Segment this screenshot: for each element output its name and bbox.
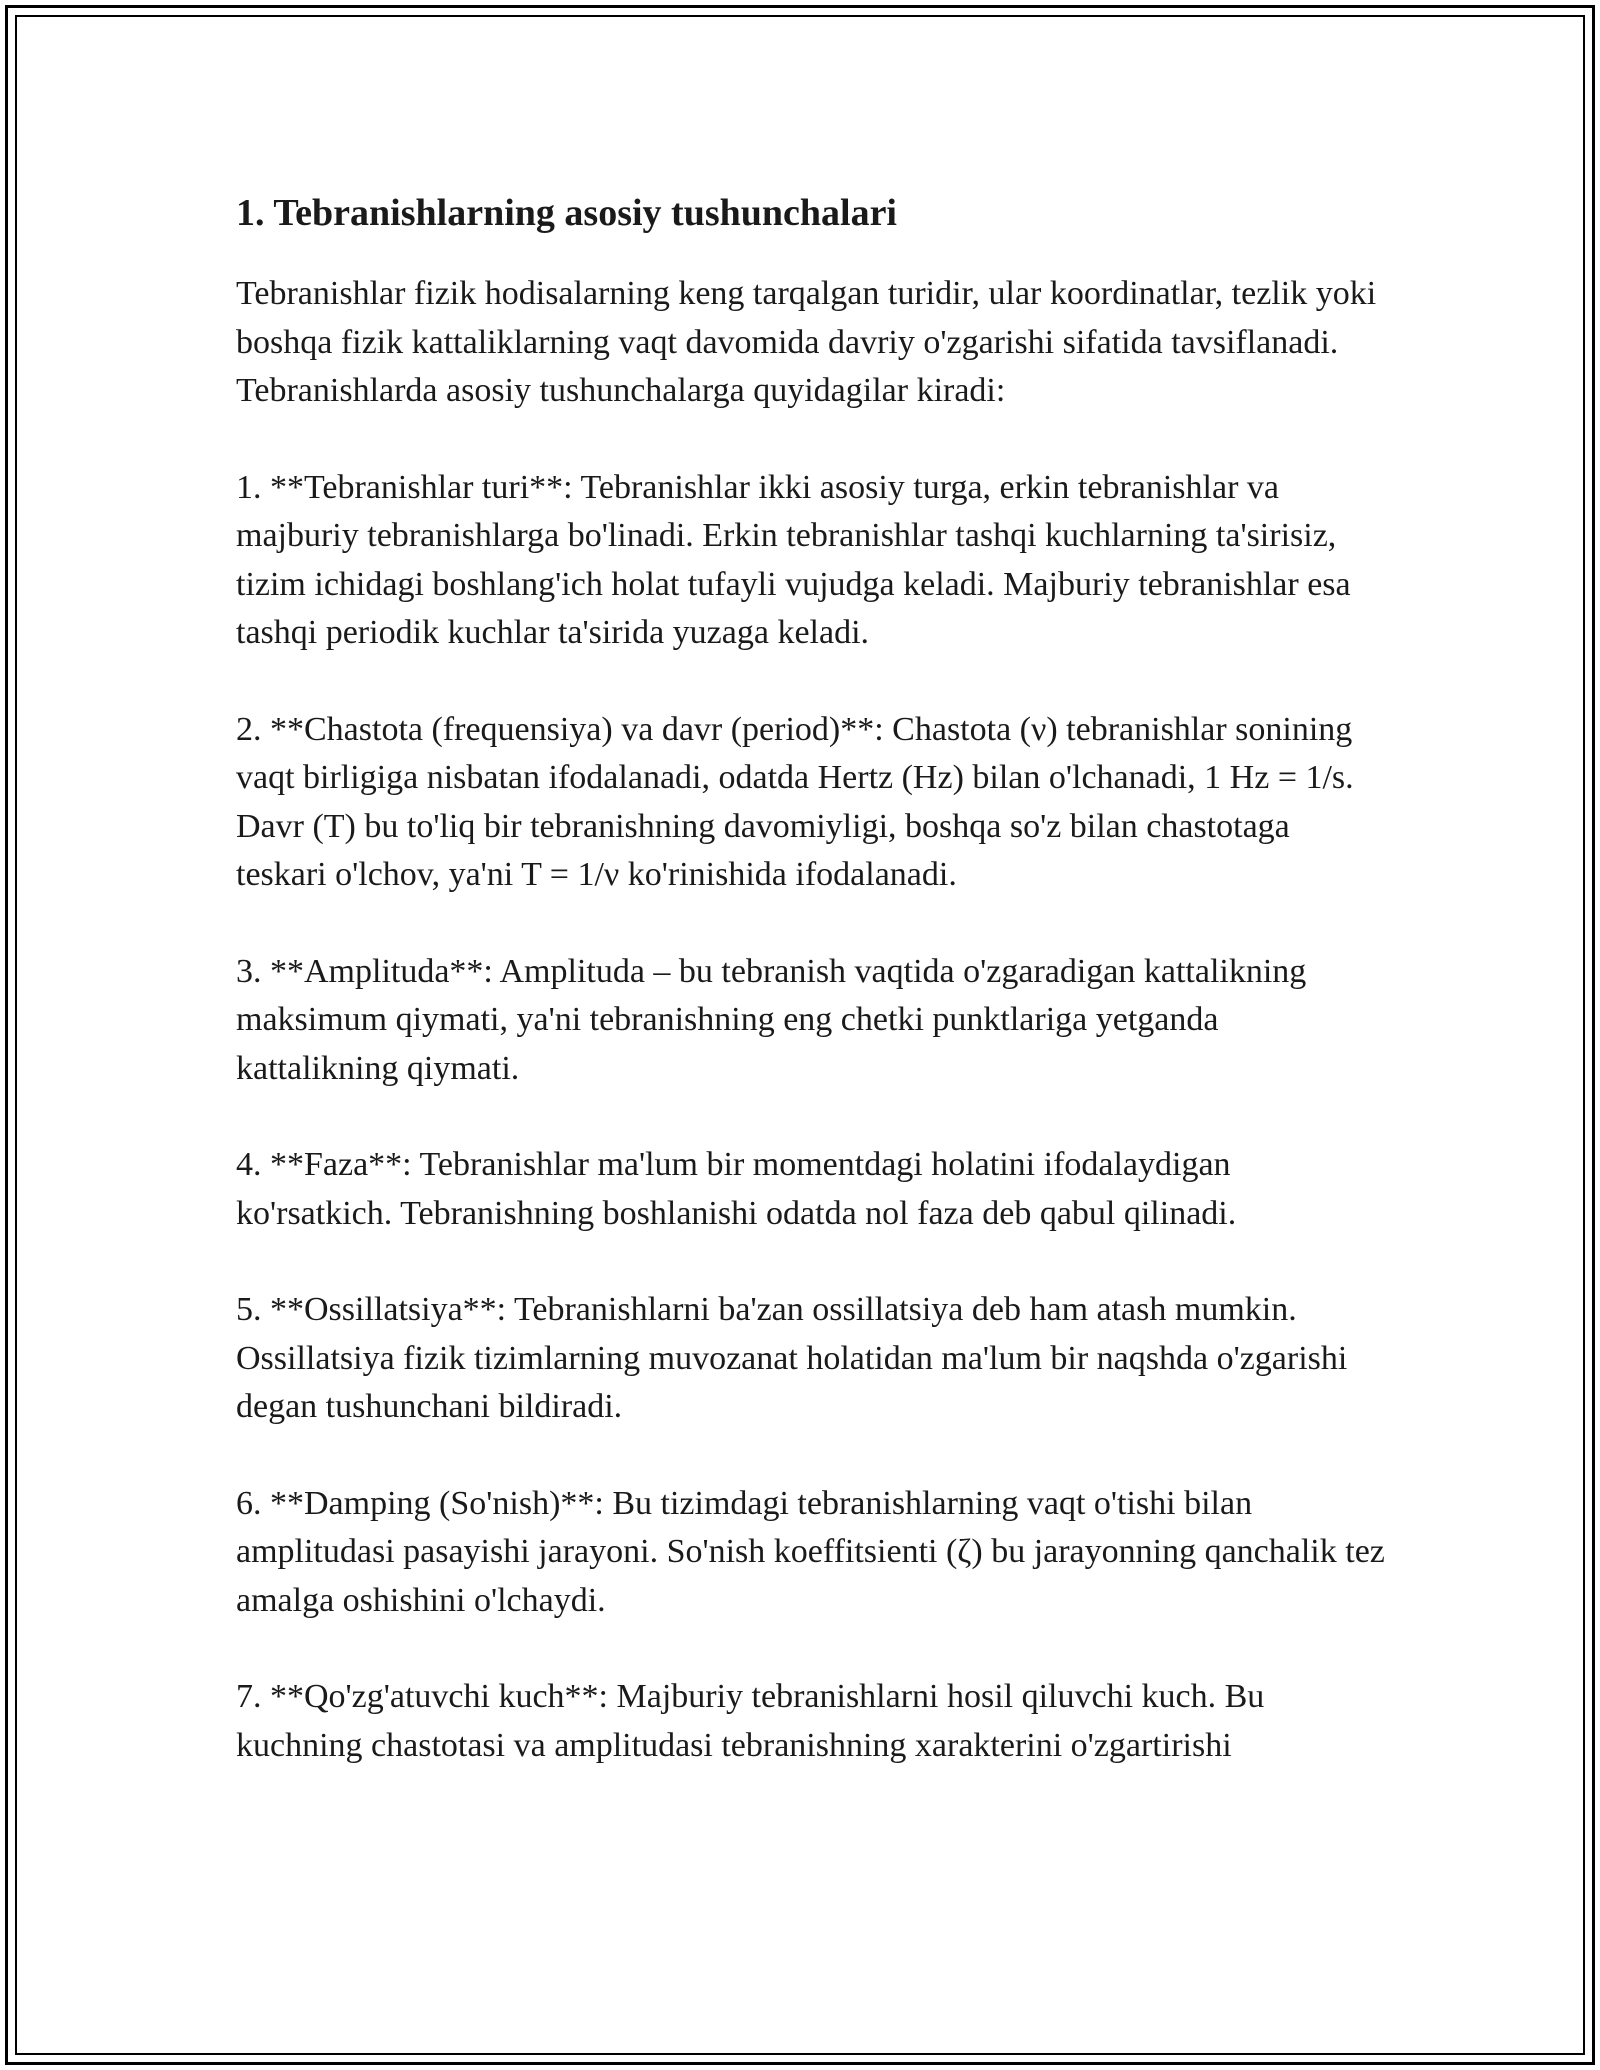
item-damping: 6. **Damping (So'nish)**: Bu tizimdagi tebranishlarning vaqt o'tishi bilan amplitudasi pasayishi jarayoni. So'nish koeffitsienti (ζ) bu jarayonning qanchalik tez amalga oshishini o'lchaydi. [236, 1484, 1385, 1619]
item-phase: 4. **Faza**: Tebranishlar ma'lum bir momentdagi holatini ifodalaydigan ko'rsatkich. Tebranishning boshlanishi odatda nol faza deb qabul qilinadi. [236, 1146, 1237, 1232]
section-heading: 1. Tebranishlarning asosiy tushunchalari [236, 192, 897, 234]
item-amplitude: 3. **Amplituda**: Amplituda – bu tebranish vaqtida o'zgaradigan kattalikning maksimum qiymati, ya'ni tebranishning eng chetki punktlariga yetganda kattalikning qiymati. [236, 952, 1307, 1087]
item-oscillation-types: 1. **Tebranishlar turi**: Tebranishlar ikki asosiy turga, erkin tebranishlar va majburiy tebranishlarga bo'linadi. Erkin tebranishlar tashqi kuchlarning ta'sirisiz, tizim ichidagi boshlang'ich holat tufayli vujudga keladi. Majburiy tebranishlar esa tashqi periodik kuchlar ta'sirida yuzaga keladi. [236, 468, 1351, 651]
item-oscillation: 5. **Ossillatsiya**: Tebranishlarni ba'zan ossillatsiya deb ham atash mumkin. Ossillatsiya fizik tizimlarning muvozanat holatidan ma'lum bir naqshda o'zgarishi degan tushunchani bildiradi. [236, 1291, 1348, 1425]
item-driving-force: 7. **Qo'zg'atuvchi kuch**: Majburiy tebranishlarni hosil qiluvchi kuch. Bu kuchning chastotasi va amplitudasi tebranishning xarakterini o'zgartirishi [236, 1678, 1265, 1764]
item-frequency-period: 2. **Chastota (frequensiya) va davr (period)**: Chastota (ν) tebranishlar sonining vaqt birligiga nisbatan ifodalanadi, odatda Hertz (Hz) bilan o'lchanadi, 1 Hz = 1/s. Davr (T) bu to'liq bir tebranishning davomiyligi, boshqa so'z bilan chastotaga teskari o'lchov, ya'ni T = 1/ν ko'rinishida ifodalanadi. [236, 710, 1354, 893]
intro-paragraph: Tebranishlar fizik hodisalarning keng tarqalgan turidir, ular koordinatlar, tezlik yoki boshqa fizik kattaliklarning vaqt davomida davriy o'zgarishi sifatida tavsiflanadi. Tebranishlarda asosiy tushunchalarga quyidagilar kiradi: [236, 275, 1377, 409]
document-body [236, 180, 1386, 1818]
